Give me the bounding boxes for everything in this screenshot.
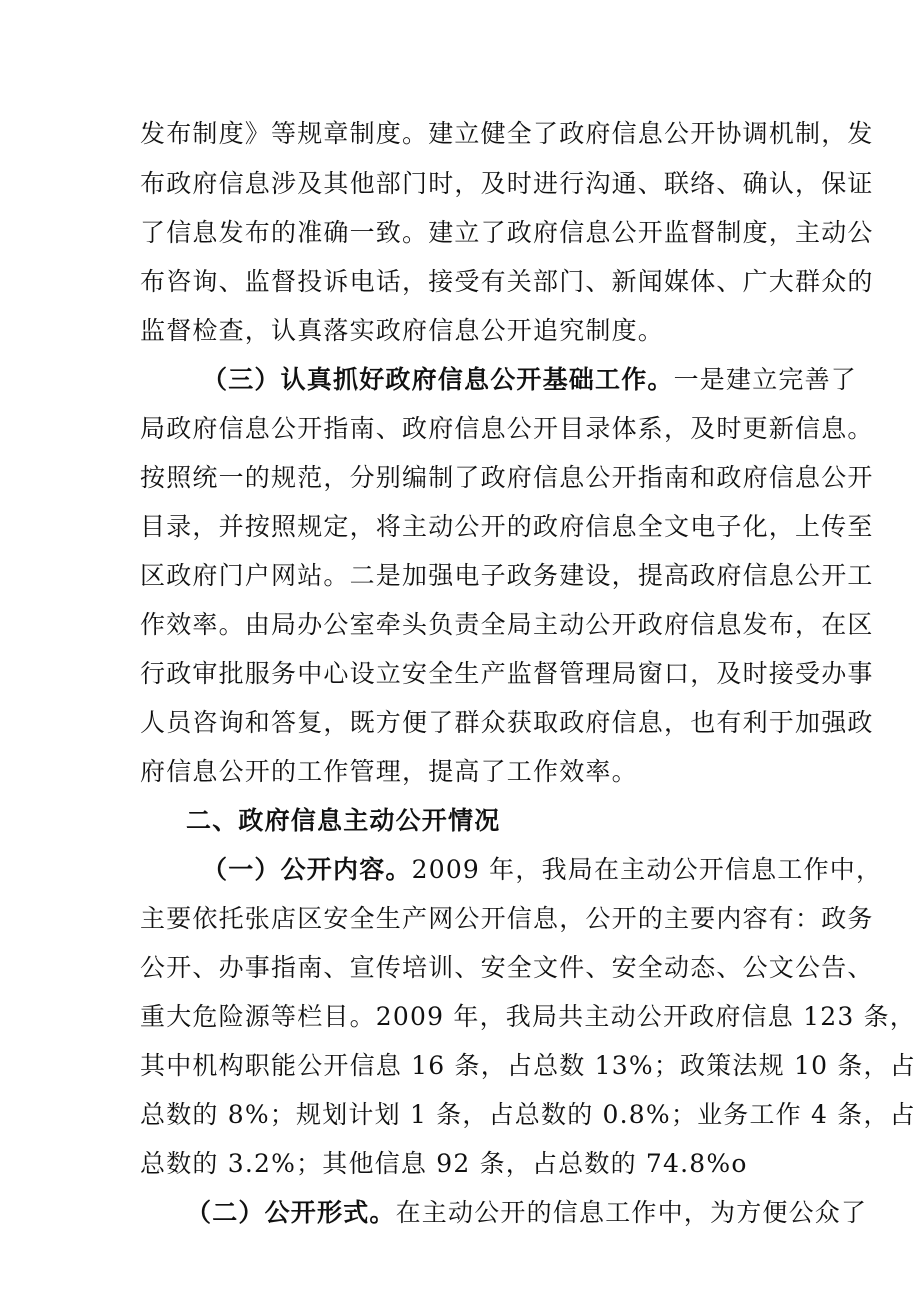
paragraph-text: 2009 年，我局在主动公开信息工作中， <box>411 855 883 884</box>
text-line: 人员咨询和答复，既方便了群众获取政府信息，也有利于加强政 <box>140 708 874 737</box>
text-line: 监督检查，认真落实政府信息公开追究制度。 <box>140 316 665 345</box>
paragraph-heading: （一）公开内容。 <box>202 855 412 884</box>
text-line: 公开、办事指南、宣传培训、安全文件、安全动态、公文公告、 <box>140 953 874 982</box>
text-line: 行政审批服务中心设立安全生产监督管理局窗口，及时接受办事 <box>140 659 874 688</box>
text-line: 布咨询、监督投诉电话，接受有关部门、新闻媒体、广大群众的 <box>140 267 874 296</box>
text-line: 了信息发布的准确一致。建立了政府信息公开监督制度，主动公 <box>140 218 874 247</box>
text-line: 主要依托张店区安全生产网公开信息，公开的主要内容有：政务 <box>140 904 874 933</box>
text-line: 重大危险源等栏目。2009 年，我局共主动公开政府信息 123 条， <box>140 1002 916 1031</box>
text-line: 总数的 8%；规划计划 1 条，占总数的 0.8%；业务工作 4 条，占 <box>140 1100 916 1129</box>
text-line: 府信息公开的工作管理，提高了工作效率。 <box>140 757 638 786</box>
paragraph-heading: （三）认真抓好政府信息公开基础工作。 <box>202 365 674 394</box>
paragraph-first-line <box>202 362 857 398</box>
section-heading: 二、政府信息主动公开情况 <box>186 806 501 835</box>
paragraph-first-line <box>186 1195 867 1231</box>
paragraph-text: 一是建立完善了 <box>673 365 858 394</box>
text-line: 布政府信息涉及其他部门时，及时进行沟通、联络、确认，保证 <box>140 169 874 198</box>
text-line: 目录，并按照规定，将主动公开的政府信息全文电子化，上传至 <box>140 512 874 541</box>
text-line: 区政府门户网站。二是加强电子政务建设，提高政府信息公开工 <box>140 561 874 590</box>
paragraph-heading: （二）公开形式。 <box>186 1198 396 1227</box>
text-line: 局政府信息公开指南、政府信息公开目录体系，及时更新信息。 <box>140 414 874 443</box>
paragraph-text: 在主动公开的信息工作中，为方便公众了 <box>395 1198 868 1227</box>
paragraph-first-line <box>202 852 882 888</box>
text-line: 其中机构职能公开信息 16 条，占总数 13%；政策法规 10 条，占 <box>140 1051 916 1080</box>
text-line: 作效率。由局办公室牵头负责全局主动公开政府信息发布，在区 <box>140 610 874 639</box>
text-line: 发布制度》等规章制度。建立健全了政府信息公开协调机制，发 <box>140 119 874 148</box>
text-line: 总数的 3.2%；其他信息 92 条，占总数的 74.8%o <box>140 1149 748 1178</box>
text-line: 按照统一的规范，分别编制了政府信息公开指南和政府信息公开 <box>140 463 874 492</box>
